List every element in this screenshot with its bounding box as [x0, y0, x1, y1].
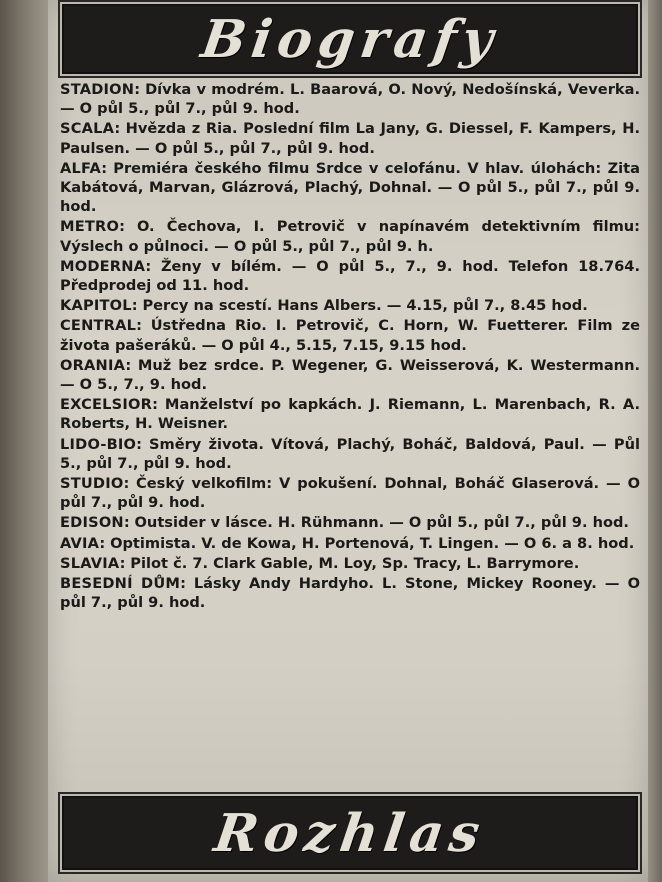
cinema-name: LIDO-BIO:	[60, 435, 143, 453]
listing-entry	[60, 356, 640, 394]
listing-text: Muž bez srdce. P. Wegener, G. Weisserová, K. Westermann. — O 5., 7., 9. hod.	[60, 356, 641, 394]
listing-text: Pilot č. 7. Clark Gable, M. Loy, Sp. Tracy, L. Barrymore.	[130, 554, 580, 572]
cinema-name: ORANIA:	[60, 356, 132, 374]
listing-entry	[60, 119, 640, 157]
listing-text: Outsider v lásce. H. Rühmann. — O půl 5., půl 7., půl 9. hod.	[134, 514, 629, 532]
listing-entry	[60, 534, 640, 553]
cinema-name: EDISON:	[60, 514, 130, 532]
listing-text: Manželství po kapkách. J. Riemann, L. Marenbach, R. A. Roberts, H. Weisner.	[60, 396, 641, 433]
listing-entry	[60, 435, 640, 473]
cinema-name: MODERNA:	[60, 257, 152, 275]
cinema-name: ALFA:	[60, 159, 108, 177]
listing-entry	[60, 296, 640, 315]
listing-entry	[60, 574, 640, 612]
listing-text: Hvězda z Ria. Poslední film La Jany, G. Diessel, F. Kampers, H. Paulsen. — O půl 5., půl 7., půl 9. hod.	[60, 120, 641, 157]
listing-entry	[60, 554, 640, 573]
cinema-name: SLAVIA:	[60, 554, 126, 572]
listing-entry	[60, 217, 640, 255]
listing-text: O. Čechova, I. Petrovič v napínavém detektivním filmu: Výslech o půlnoci. — O půl 5., půl 7., půl 9. h.	[60, 218, 641, 255]
cinema-name: KAPITOL:	[60, 297, 138, 315]
rozhlas-banner	[62, 796, 638, 870]
right-page-edge	[646, 0, 662, 882]
next-section-title: Rozhlas	[210, 802, 490, 864]
listing-text: Lásky Andy Hardyho. L. Stone, Mickey Rooney. — O půl 7., půl 9. hod.	[60, 575, 640, 612]
listing-text: Ústředna Rio. I. Petrovič, C. Horn, W. Fuetterer. Film ze života pašeráků. — O půl 4., 5.15, 7.15, 9.15 hod.	[60, 317, 641, 354]
listing-text: Dívka v modrém. L. Baarová, O. Nový, Nedošínská, Veverka. — O půl 5., půl 7., půl 9. hod.	[60, 81, 641, 118]
cinema-listings	[60, 80, 640, 613]
listing-text: Český velkofilm: V pokušení. Dohnal, Boháč Glaserová. — O půl 7., půl 9. hod.	[60, 475, 640, 512]
listing-entry	[60, 257, 640, 295]
biografy-banner	[62, 4, 638, 74]
cinema-name: BESEDNÍ DŮM:	[60, 575, 187, 593]
cinema-name: SCALA:	[60, 120, 121, 138]
listing-text: Premiéra českého filmu Srdce v celofánu. V hlav. úlohách: Zita Kabátová, Marvan, Glázrová, Plachý, Dohnal. — O půl 5., půl 7., půl 9. hod.	[60, 159, 640, 216]
listing-text: Percy na scestí. Hans Albers. — 4.15, půl 7., 8.45 hod.	[142, 297, 588, 315]
listing-entry	[60, 80, 640, 118]
listing-entry	[60, 159, 640, 217]
listing-entry	[60, 513, 640, 532]
cinema-name: STADION:	[60, 81, 141, 98]
section-title: Biografy	[197, 8, 503, 70]
cinema-name: EXCELSIOR:	[60, 396, 159, 414]
listing-text: Ženy v bílém. — O půl 5., 7., 9. hod. Telefon 18.764. Předprodej od 11. hod.	[60, 257, 640, 295]
cinema-name: CENTRAL:	[60, 317, 143, 335]
listing-text: Optimista. V. de Kowa, H. Portenová, T. Lingen. — O 6. a 8. hod.	[110, 534, 635, 552]
listing-entry	[60, 316, 640, 354]
listing-entry	[60, 395, 640, 433]
listing-entry	[60, 474, 640, 512]
cinema-name: STUDIO:	[60, 475, 130, 493]
cinema-name: METRO:	[60, 218, 126, 236]
listing-text: Směry života. Vítová, Plachý, Boháč, Baldová, Paul. — Půl 5., půl 7., půl 9. hod.	[60, 435, 640, 472]
cinema-name: AVIA:	[60, 534, 106, 552]
